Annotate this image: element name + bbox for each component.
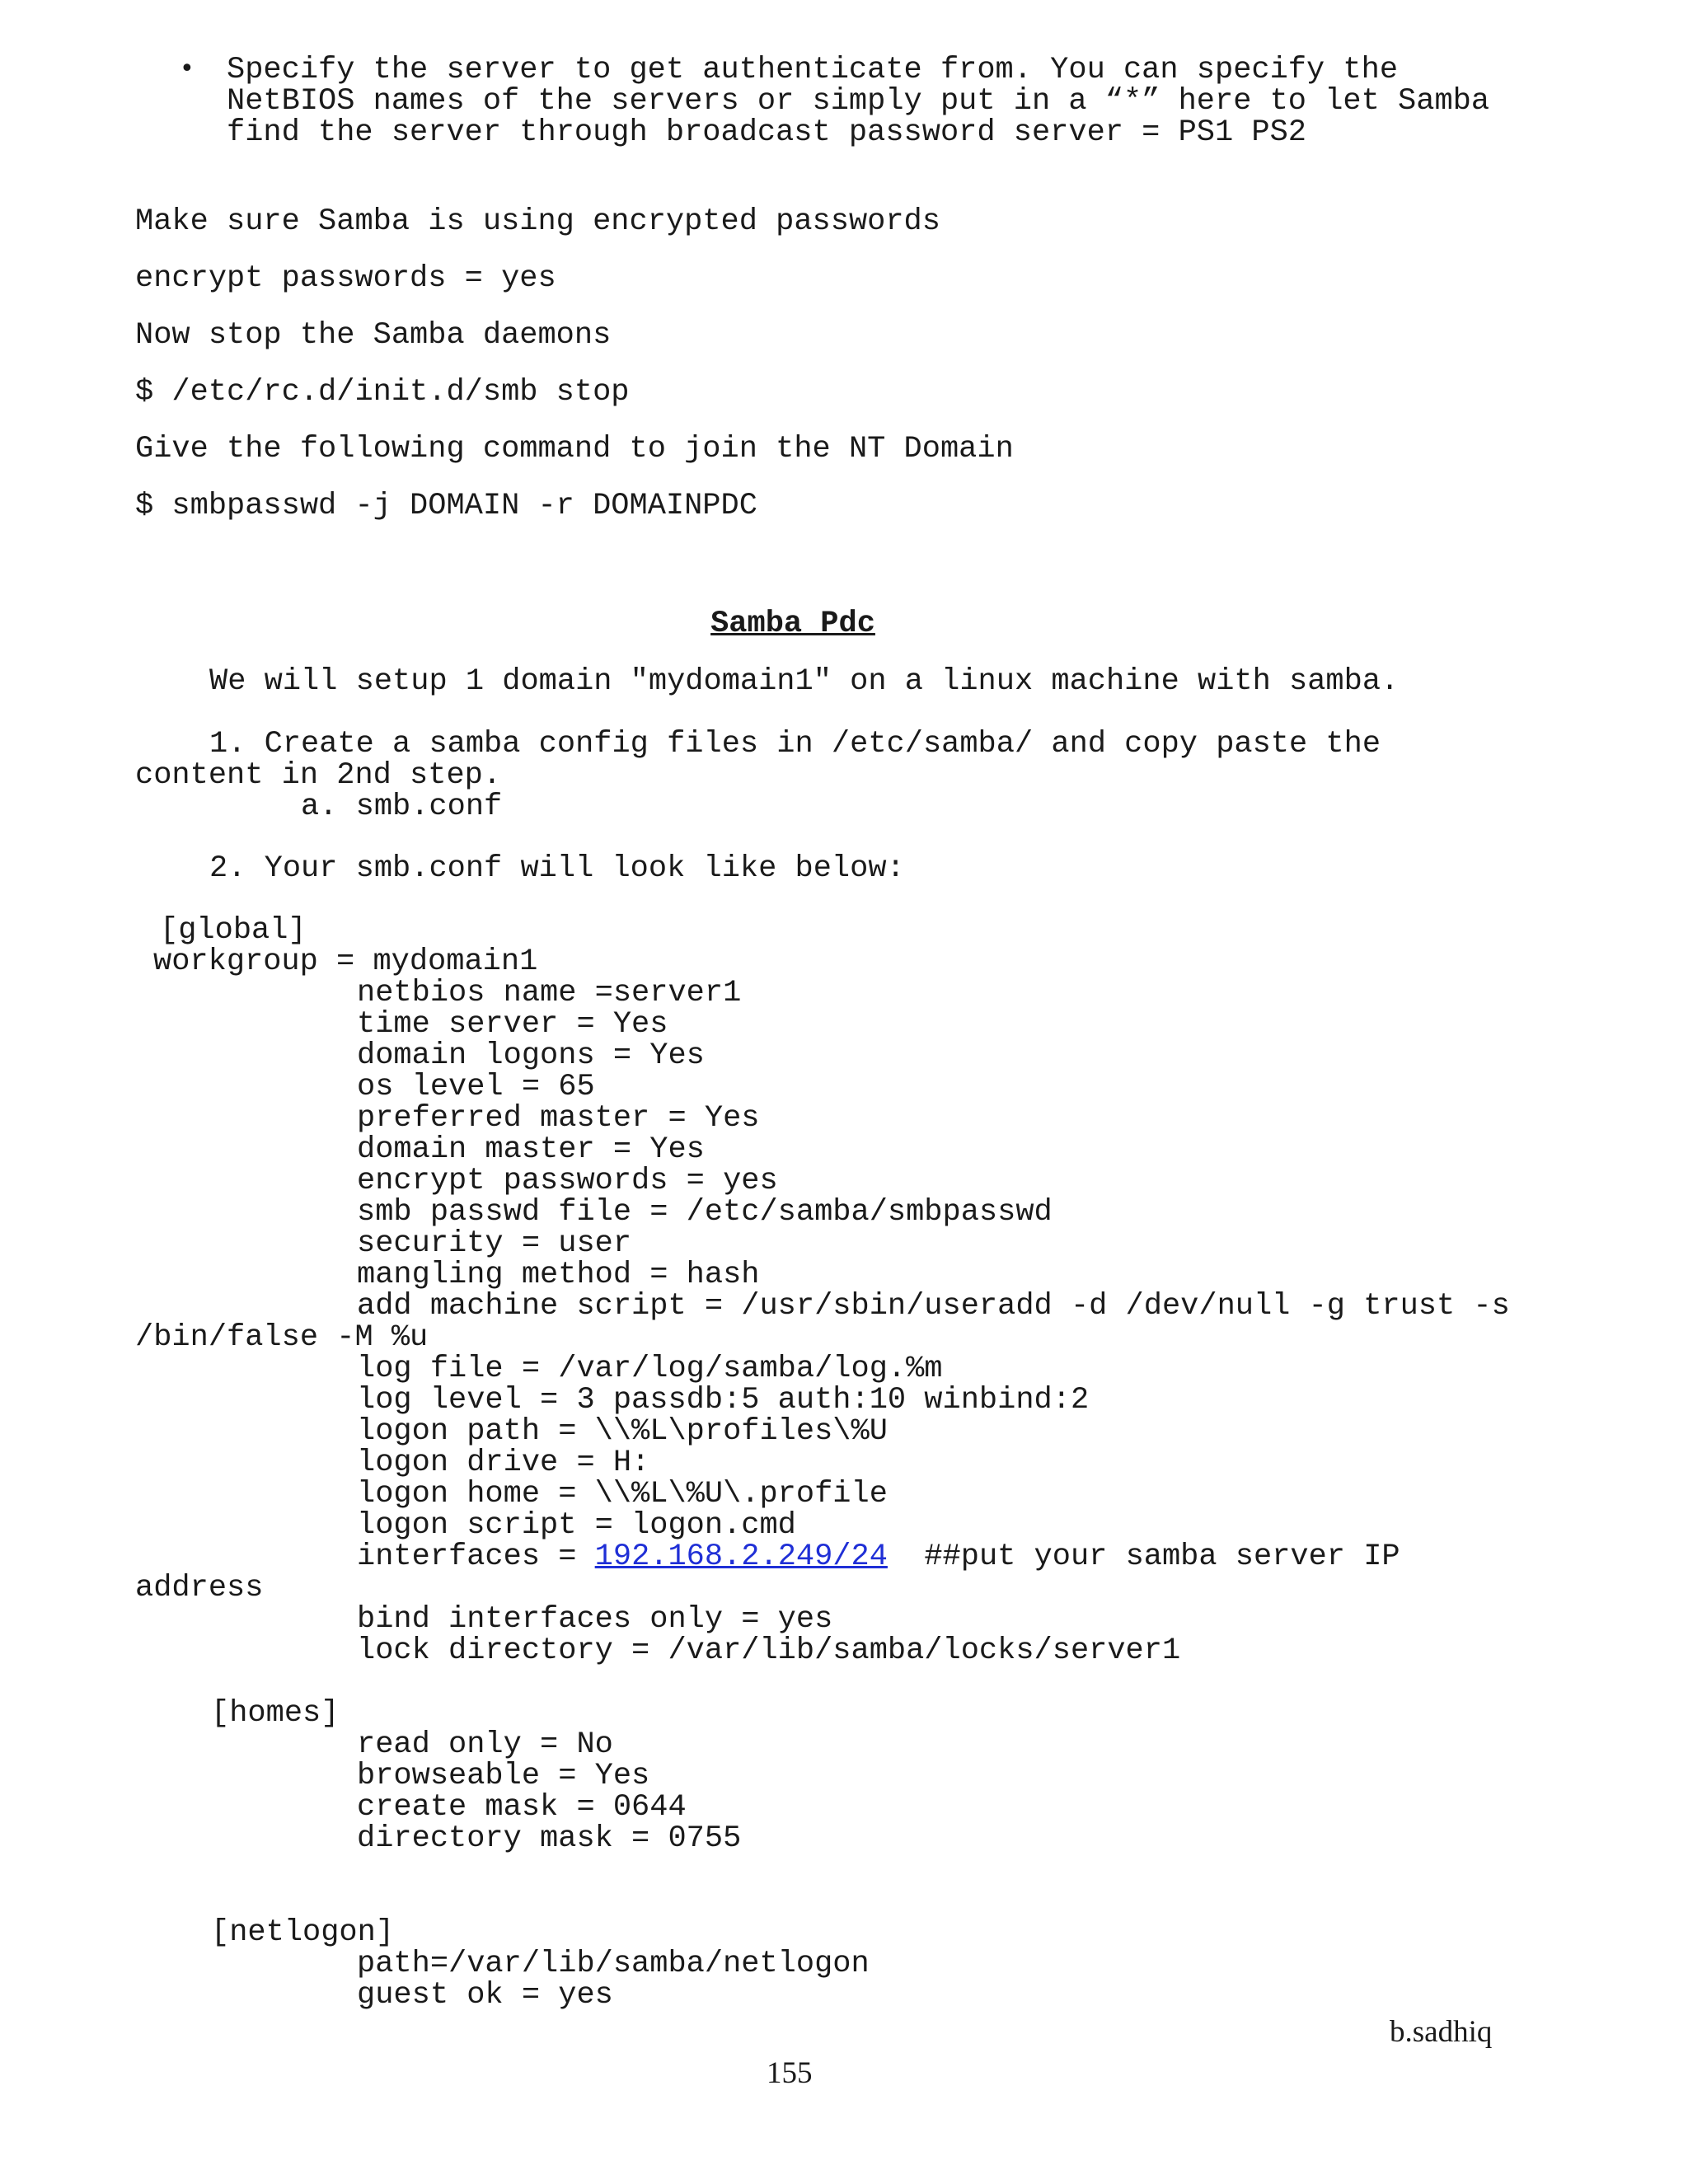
- workgroup-line: workgroup = mydomain1: [153, 944, 538, 979]
- netlogon-header: [netlogon]: [211, 1915, 395, 1950]
- step-encrypt-setting: encrypt passwords = yes: [135, 261, 556, 296]
- config-line: domain master = Yes: [357, 1132, 705, 1167]
- config-line: log file = /var/log/samba/log.%m: [357, 1352, 943, 1386]
- section-intro-line: We will setup 1 domain "mydomain1" on a linux machine with samba.: [209, 664, 1400, 699]
- step-stop-command: $ /etc/rc.d/init.d/smb stop: [135, 375, 630, 410]
- config-line: smb passwd file = /etc/samba/smbpasswd: [357, 1195, 1053, 1230]
- interfaces-line: [357, 1541, 1400, 1572]
- config-line: logon home = \\%L\%U\.profile: [357, 1477, 888, 1511]
- bullet-marker: •: [180, 54, 195, 83]
- config-line: time server = Yes: [357, 1007, 668, 1042]
- config-line: log level = 3 passdb:5 auth:10 winbind:2: [357, 1383, 1090, 1418]
- step2-line: 2. Your smb.conf will look like below:: [209, 851, 905, 886]
- config-line: domain logons = Yes: [357, 1038, 705, 1073]
- homes-header: [homes]: [211, 1696, 340, 1731]
- step1-sub-item: a. smb.conf: [301, 790, 503, 824]
- netlogon-line: path=/var/lib/samba/netlogon: [357, 1947, 870, 1981]
- step-encrypt-note: Make sure Samba is using encrypted passwords: [135, 204, 940, 239]
- step1-line-1: 1. Create a samba config files in /etc/samba/ and copy paste the: [209, 727, 1381, 762]
- config-line: preferred master = Yes: [357, 1101, 760, 1136]
- global-header: [global]: [160, 913, 307, 948]
- page-number: 155: [767, 2056, 813, 2090]
- config-line: lock directory = /var/lib/samba/locks/server1: [357, 1633, 1181, 1668]
- config-wrap-line: address: [135, 1571, 264, 1605]
- section-title: Samba Pdc: [710, 607, 875, 641]
- homes-line: browseable = Yes: [357, 1759, 650, 1793]
- homes-line: create mask = 0644: [357, 1790, 687, 1825]
- step-join-note: Give the following command to join the NT Domain: [135, 432, 1014, 466]
- step-stop-note: Now stop the Samba daemons: [135, 318, 612, 353]
- interfaces-comment: ##put your samba server IP: [887, 1540, 1400, 1574]
- config-line: logon path = \\%L\profiles\%U: [357, 1414, 888, 1449]
- interfaces-ip-link[interactable]: 192.168.2.249/24: [594, 1540, 888, 1574]
- config-line: logon script = logon.cmd: [357, 1508, 796, 1543]
- homes-line: read only = No: [357, 1727, 613, 1762]
- config-line: bind interfaces only = yes: [357, 1602, 833, 1637]
- netlogon-line: guest ok = yes: [357, 1978, 613, 2013]
- homes-line: directory mask = 0755: [357, 1821, 742, 1856]
- config-wrap-line: /bin/false -M %u: [135, 1320, 429, 1355]
- author-signature: b.sadhiq: [1390, 2015, 1493, 2049]
- config-line: encrypt passwords = yes: [357, 1164, 778, 1198]
- config-line: logon drive = H:: [357, 1446, 650, 1480]
- config-line: os level = 65: [357, 1070, 595, 1104]
- bullet-line-1: Specify the server to get authenticate from. You can specify the: [227, 53, 1399, 87]
- interfaces-prefix: interfaces =: [357, 1540, 595, 1574]
- step-join-command: $ smbpasswd -j DOMAIN -r DOMAINPDC: [135, 489, 757, 523]
- bullet-line-2: NetBIOS names of the servers or simply put in a “*” here to let Samba: [227, 84, 1490, 119]
- config-line: security = user: [357, 1226, 632, 1261]
- bullet-line-3: find the server through broadcast password server = PS1 PS2: [227, 115, 1307, 150]
- config-line: add machine script = /usr/sbin/useradd -d /dev/null -g trust -s: [357, 1289, 1510, 1324]
- step1-line-2: content in 2nd step.: [135, 758, 502, 793]
- config-line: netbios name =server1: [357, 976, 742, 1010]
- config-line: mangling method = hash: [357, 1258, 760, 1292]
